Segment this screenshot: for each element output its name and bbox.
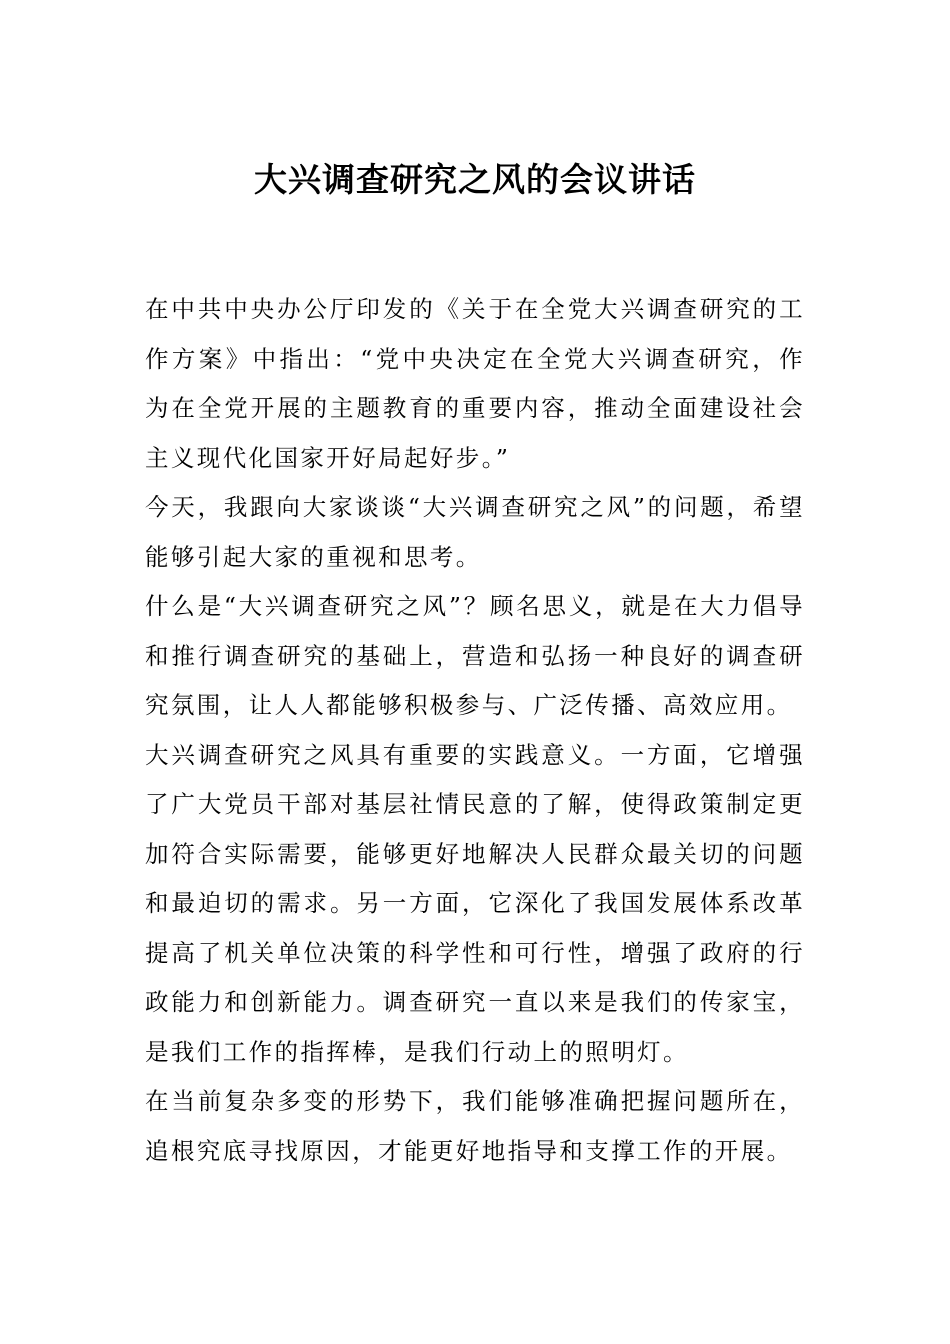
- paragraph-4: 大兴调查研究之风具有重要的实践意义。一方面，它增强了广大党员干部对基层社情民意的了解，使得政策制定更加符合实际需要，能够更好地解决人民群众最关切的问题和最迫切的需求。另一方面，它深化了我国发展体系改革提高了机关单位决策的科学性和可行性，增强了政府的行政能力和创新能力。调查研究一直以来是我们的传家宝，是我们工作的指挥棒，是我们行动上的照明灯。: [145, 740, 805, 1066]
- paragraph-3: 什么是“大兴调查研究之风”？顾名思义，就是在大力倡导和推行调查研究的基础上，营造和弘扬一种良好的调查研究氛围，让人人都能够积极参与、广泛传播、高效应用。: [145, 592, 805, 719]
- document-title: 大兴调查研究之风的会议讲话: [254, 160, 696, 199]
- paragraph-5: 在当前复杂多变的形势下，我们能够准确把握问题所在，追根究底寻找原因，才能更好地指导和支撑工作的开展。: [145, 1087, 805, 1165]
- paragraph-2: 今天，我跟向大家谈谈“大兴调查研究之风”的问题，希望能够引起大家的重视和思考。: [145, 493, 805, 571]
- paragraph-1: 在中共中央办公厅印发的《关于在全党大兴调查研究的工作方案》中指出：“党中央决定在全党大兴调查研究，作为在全党开展的主题教育的重要内容，推动全面建设社会主义现代化国家开好局起好步。”: [145, 295, 805, 472]
- document-body: [145, 285, 805, 1176]
